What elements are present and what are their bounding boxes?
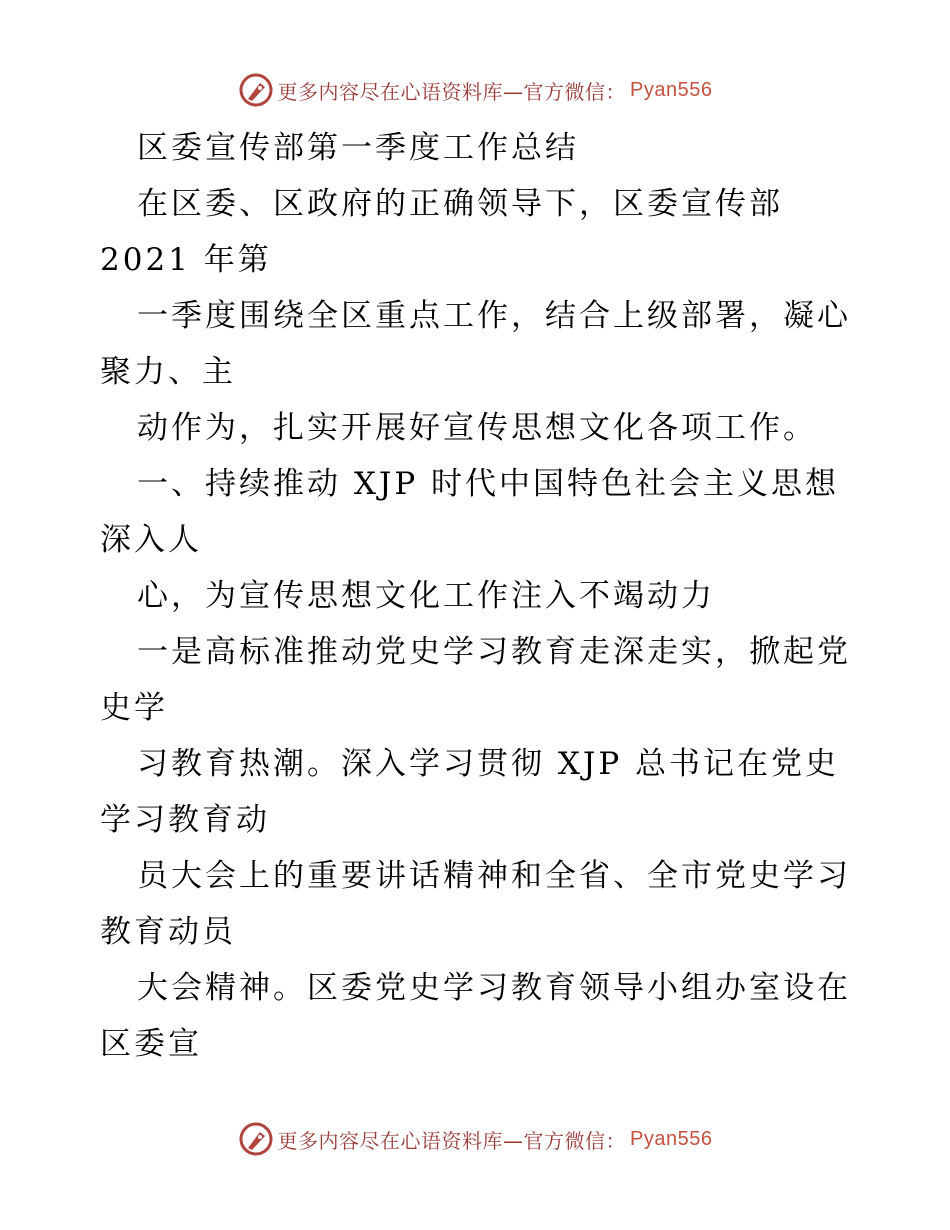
doc-section-heading: 一、持续推动 XJP 时代中国特色社会主义思想 — [137, 466, 840, 502]
pen-nib-circle-icon — [238, 1121, 274, 1157]
footer-banner — [0, 1121, 950, 1157]
doc-line: 史学 — [100, 690, 168, 726]
doc-line: 区委宣 — [100, 1026, 202, 1062]
header-banner-wechat-id: Pyan556 — [630, 78, 713, 101]
document-body — [100, 120, 860, 1072]
doc-line: 聚力、主 — [100, 354, 236, 390]
doc-line: 2021 年第 — [100, 242, 272, 278]
doc-line: 心，为宣传思想文化工作注入不竭动力 — [137, 578, 715, 614]
pen-nib-circle-icon — [238, 72, 274, 108]
doc-line: 教育动员 — [100, 914, 236, 950]
doc-line: 在区委、区政府的正确领导下，区委宣传部 — [137, 186, 783, 222]
doc-line: 学习教育动 — [100, 802, 270, 838]
doc-line: 动作为，扎实开展好宣传思想文化各项工作。 — [137, 410, 817, 446]
footer-banner-text: 更多内容尽在心语资料库—官方微信： — [277, 1128, 627, 1153]
doc-line: 大会精神。区委党史学习教育领导小组办室设在 — [137, 970, 851, 1006]
footer-banner-wechat-id: Pyan556 — [630, 1127, 713, 1150]
doc-line: 一是高标准推动党史学习教育走深走实，掀起党 — [137, 634, 851, 670]
doc-title: 区委宣传部第一季度工作总结 — [137, 130, 579, 166]
header-banner-text: 更多内容尽在心语资料库—官方微信： — [277, 79, 627, 104]
doc-line: 习教育热潮。深入学习贯彻 XJP 总书记在党史 — [137, 746, 840, 782]
doc-line: 一季度围绕全区重点工作，结合上级部署，凝心 — [137, 298, 851, 334]
doc-line: 深入人 — [100, 522, 202, 558]
doc-line: 员大会上的重要讲话精神和全省、全市党史学习 — [137, 858, 851, 894]
header-banner — [0, 72, 950, 108]
